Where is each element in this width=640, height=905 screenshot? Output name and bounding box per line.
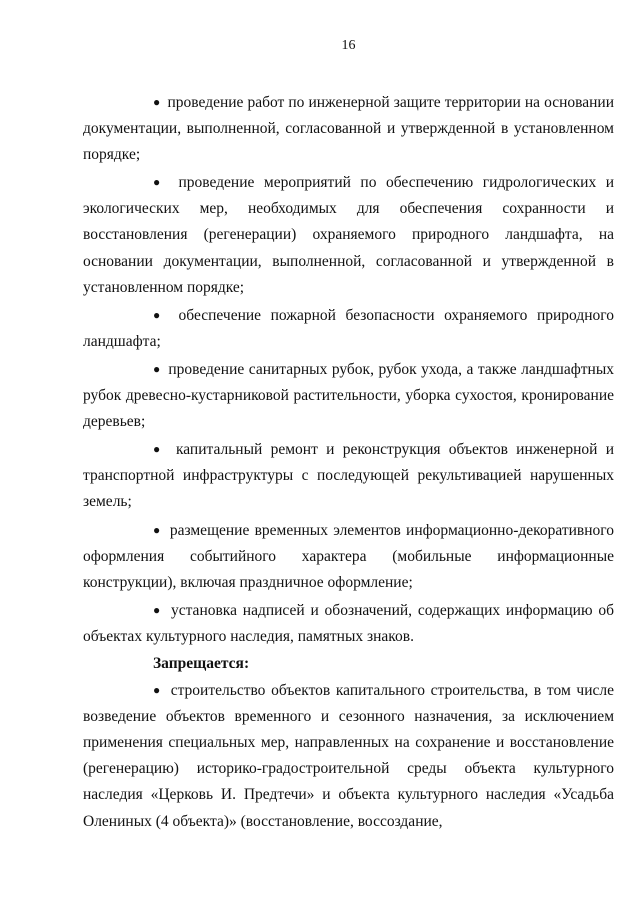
bullet-icon: ●	[153, 361, 161, 376]
permitted-item-text: размещение временных элементов информационно-декоративного оформления событийного характера (мобильные информационные конструкции), включая праздничное оформление;	[83, 521, 615, 591]
permitted-item-5	[83, 436, 614, 516]
prohibited-item-text: строительство объектов капитального строительства, в том числе возведение объектов временного и сезонного назначения, за исключением применения специальных мер, направленных на сохранение и восстановление (регенерацию) историко-градостроительной среды объекта культурного наследия «Церковь И. Предтечи» и объекта культурного наследия «Усадьба Олениных (4 объекта)» (восстановление, воссоздание,	[83, 682, 614, 830]
bullet-icon: ●	[153, 683, 163, 698]
permitted-item-6	[83, 517, 614, 597]
permitted-item-text: проведение работ по инженерной защите территории на основании документации, выполненной, согласованной и утвержденной в установленном порядке;	[83, 94, 615, 164]
prohibited-heading: Запрещается:	[153, 654, 250, 672]
permitted-item-4	[83, 356, 614, 436]
permitted-item-2	[83, 169, 614, 301]
permitted-item-7	[83, 597, 614, 651]
permitted-item-3	[83, 302, 614, 356]
bullet-icon: ●	[153, 307, 166, 322]
permitted-item-text: проведение санитарных рубок, рубок ухода, а также ландшафтных рубок древесно-кустарниковой растительности, уборка сухостоя, кронирование деревьев;	[83, 360, 615, 431]
page-number: 16	[341, 38, 356, 53]
permitted-item-text: проведение мероприятий по обеспечению гидрологических и экологических мер, необходимых для обеспечения сохранности и восстановления (регенерации) охраняемого природного ландшафта, на основании документации, выполненной, согласованной и утвержденной в установленном порядке;	[83, 174, 615, 296]
permitted-item-text: установка надписей и обозначений, содержащих информацию об объектах культурного наследия, памятных знаков.	[83, 601, 614, 645]
permitted-item-text: капитальный ремонт и реконструкция объектов инженерной и транспортной инфраструктуры с последующей рекультивацией нарушенных земель;	[83, 441, 614, 511]
permitted-item-1	[83, 89, 614, 169]
bullet-icon: ●	[153, 602, 163, 617]
bullet-icon: ●	[153, 95, 161, 109]
bullet-icon: ●	[153, 442, 165, 457]
bullet-icon: ●	[153, 175, 166, 190]
permitted-item-text: обеспечение пожарной безопасности охраняемого природного ландшафта;	[83, 306, 615, 350]
document-body	[83, 89, 614, 836]
bullet-icon: ●	[153, 522, 162, 537]
prohibited-item-1	[83, 677, 614, 836]
